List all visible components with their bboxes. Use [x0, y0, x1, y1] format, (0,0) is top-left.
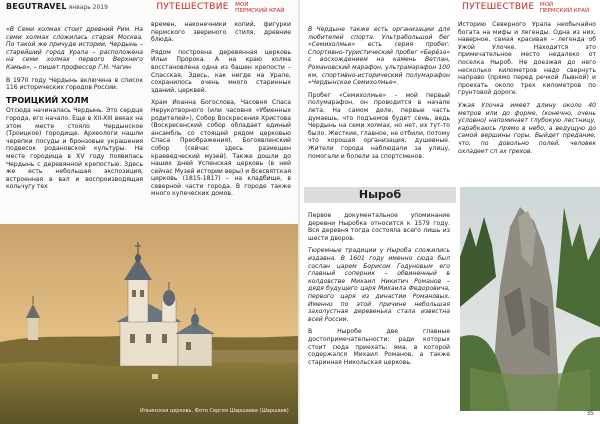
legend-paragraph: Историю Северного Урала необычайно богата на мифы и легенды. Одна из них, наверное, самая красивая – легенда об Ужой Улочке. Находится это примечательное место недалеко от поселка Ныроб. Не доезжая до него несколько километров надо свернуть направо (прямо перед речкой Лывной) и проехать около трех километров по грунтовой дороге.	[458, 21, 596, 97]
historic-list-note: В 1970 году Чердынь включена в список 116 исторических городов России.	[6, 76, 143, 92]
section-tag-line2: ПЕРМСКИЙ КРАЙ	[235, 8, 285, 15]
magazine-title: ПУТЕШЕСТВИЕ	[156, 2, 229, 12]
section-heading-troitsky: ТРОИЦКИЙ ХОЛМ	[6, 95, 89, 105]
photo-caption: Ильинская церковь. Фото Сергея Шаршаева (Шаршаев)	[140, 408, 289, 414]
nyrob-paragraph-1: Первое документальное упоминание деревни Ныробка относится к 1579 году. Вся деревня тогда состояла всего лишь из шести дворов.	[308, 212, 450, 242]
church-photo	[0, 224, 298, 424]
left-column-1	[6, 26, 143, 196]
brand-logo: BEGUTRAVEL	[6, 2, 67, 11]
section-tag-right-line2: ПЕРМСКИЙ КРАЙ	[539, 8, 590, 15]
section-title-nyrob: Ныроб	[358, 188, 402, 201]
sports-quote: В Чердыне также есть организации для любителей спорта. Ультрабольшой бег «Семихолмье» есть серия пробег: Спортивно-туристический пробег «Берёза» с восхождением на камень Ветлан, Романовский марафон, ультрамарафон 100 км, спортивно-исторический полумарафон «Чердынское Семихолмье».	[308, 26, 450, 87]
left-column-2	[151, 21, 291, 203]
rock-photo	[460, 187, 600, 411]
section-tag-right	[540, 2, 589, 15]
right-header	[304, 2, 589, 15]
nyrob-quote: Тюремные традиции у Ныроба сложились издавна. В 1601 году именно сюда был сослан царем Борисом Годуновым его главный соперник – обвиненный в колдовстве Михаил Никитич Романов – дядя будущего царя Михаила Федоровича, первого царя из династии Романовых. Именно по этой причине небольшая захолустная деревенька стала известна всей России.	[308, 247, 450, 323]
troitsky-paragraph: Отсюда начиналась Чердынь. Это сердце города, его начало. Еще в XII-XIII веках на этом месте стояло Чердынское (Троицкое) городище. Археологи нашли черепки посуды и бронзовые украшения подвесок родановской культуры. На месте городища в XV году появилась Чердынь с деревянной крепостью. Здесь же есть небольшая экспозиция, встроенная в вал и воспроизводящая кольчугу тех	[6, 107, 143, 191]
section-tag-line1: МОЙ	[235, 2, 249, 8]
section-band	[304, 187, 456, 203]
right-page	[300, 0, 600, 424]
marathon-paragraph: Пробег «Семихолмье» – мой первый полумарафон, он проводится в начале лета. На самом деле, первые часть думаешь, что подъемов будет семь, ведь Чердынь на семи холмах, но нет, их тут-то было. Жесткие, главное, не отбили, потому что хорошая организация, душевные. Жители города наблюдали за улицу, помогали и болели за спортсменов.	[308, 91, 450, 160]
right-column-1	[308, 26, 450, 165]
col2-paragraph-1: времен, наконечники копий, фигурки пермского звериного стиля, древние блюда.	[151, 21, 291, 44]
right-column-2	[458, 21, 596, 160]
right-column-1b	[308, 212, 450, 371]
section-tag-right-line1: МОЙ	[539, 2, 554, 8]
section-tag	[235, 2, 284, 15]
col2-paragraph-3: Храм Иоанна Богослова, Часовня Спаса Нерукотворного (или часовня «Убиенных родителей»), Собор Воскресения Христова (Воскресенский собор обладает единый ансамбль со стоящей рядом церковью Спаса Преображения), Богоявленский собор (сейчас здесь размещен краеведческий музей). Также дошли до наших дней Успенская церковь (в ней сейчас Музей истории веры) и Всесвятская церковь (1815-1817) – на кладбище, в северной части города. В городе также много купеческих домов.	[151, 99, 291, 198]
magazine-title-right: ПУТЕШЕСТВИЕ	[462, 2, 535, 12]
intro-quote: «В Семи холмах стоит древний Рим. На семи холмах сложилась старая Москва. По такой же причуде истории, Чердынь – старейший город Урала – расположена на семи холмах первого Верхнего Камье», – пишет профессор Г.Н. Чагин	[6, 26, 143, 71]
page-number: 35	[586, 410, 594, 417]
left-header	[6, 2, 284, 15]
issue-date: январь 2019	[68, 4, 108, 11]
nyrob-paragraph-2: В Ныробе две главные достопримечательности: ради которых стоит сюда приехать: яма, в которой содержался Михаил Романов, а также старинная Никольская церковь.	[308, 328, 450, 366]
col2-paragraph-2: Рядом построена деревянная церковь Ильи Пророка. А на краю холма восстановлена одна из башен крепости – Спасская. Здесь, как нигде на Урале, сохранилось очень много старинных зданий, церквей.	[151, 48, 291, 94]
legend-quote: Ужая Улочка имеет длину около 40 метров или до форме, (конечно, очень условно) напоминает глубокую лестницу, карабкаюсь прямо в небо, а ведущую до самой вершины горы. Выйдет предание, что, по довольно полей, человек охладеет сп ах грехов.	[458, 101, 596, 155]
